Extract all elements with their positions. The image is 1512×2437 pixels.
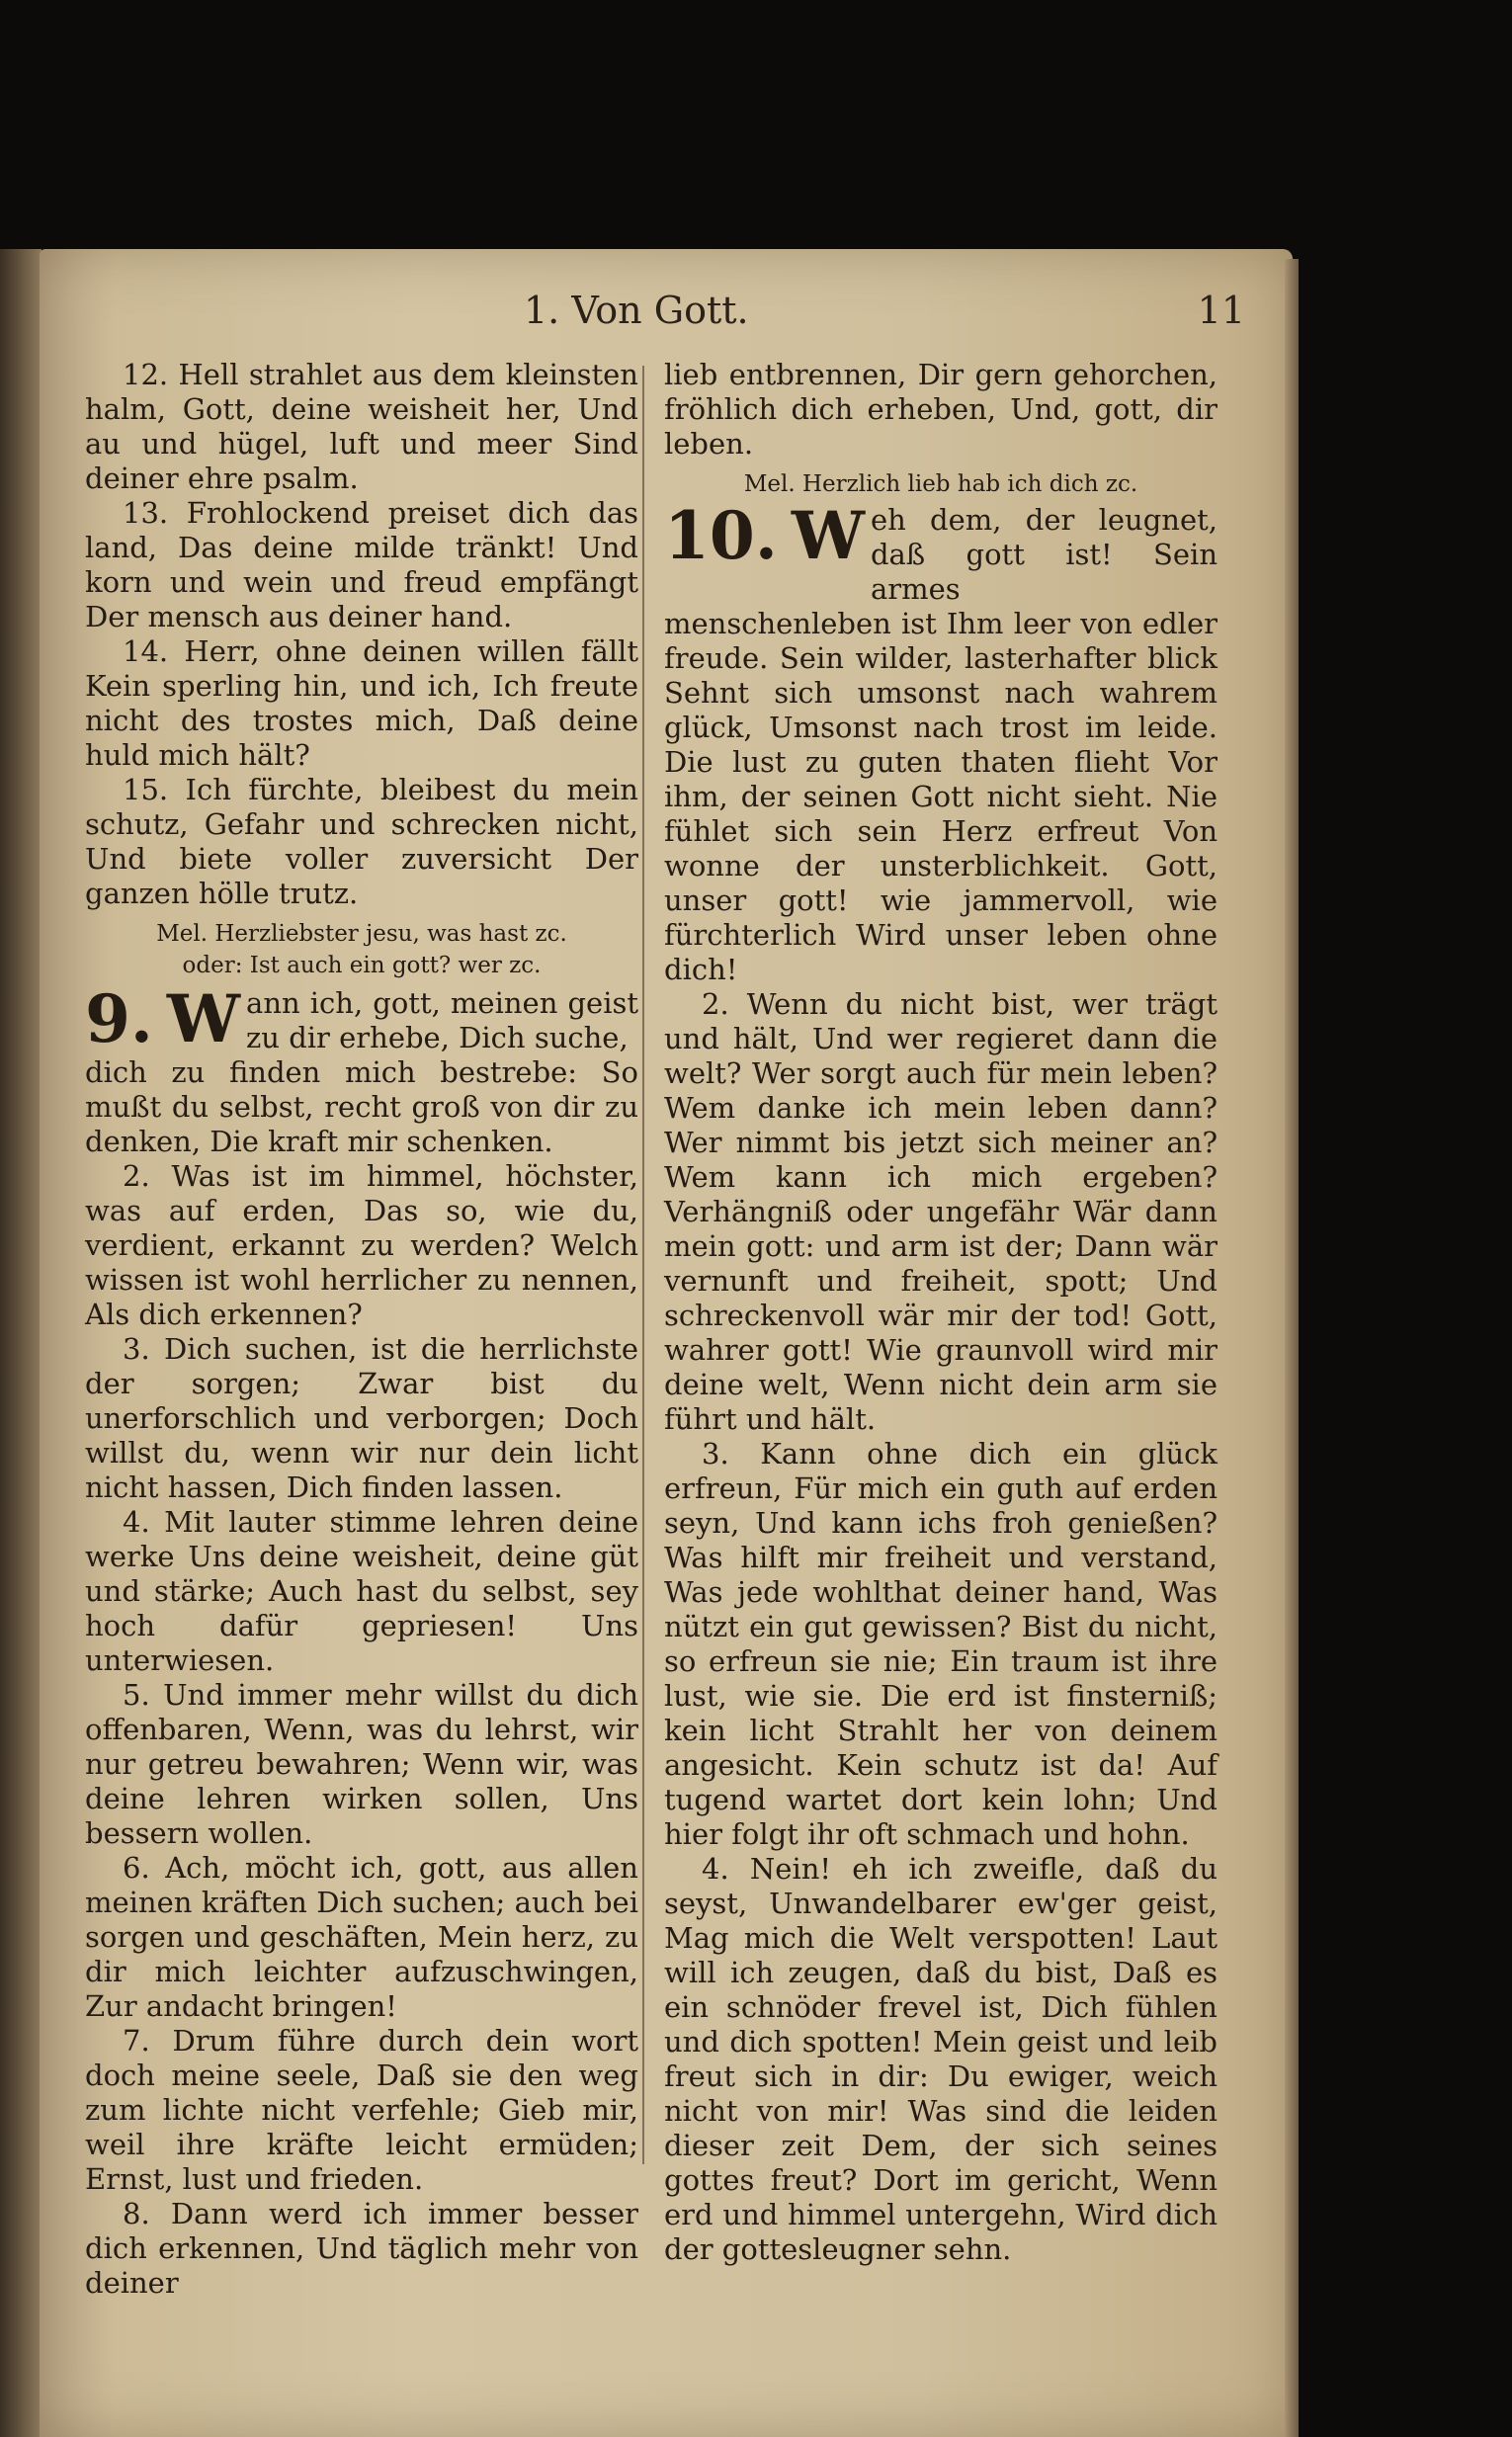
melody-note: Mel. Herzlich lieb hab ich dich zc. xyxy=(743,471,1138,497)
hymn-9-continuation: lieb entbrennen, Dir gern gehorchen, fröhlich dich erheben, Und, gott, dir leben. xyxy=(664,358,1218,461)
melody-note: Mel. Herzliebster jesu, was hast zc. xyxy=(156,921,567,947)
hymn-9-verse-3: 3. Dich suchen, ist die herrlichste der sorgen; Zwar bist du unerforschlich und verborgen; Doch willst du, wenn wir nur dein licht nicht hassen, Dich finden lassen. xyxy=(85,1332,638,1504)
page-title: 1. Von Gott. xyxy=(524,289,749,332)
drop-initial: W xyxy=(166,980,241,1057)
melody-alt-note: oder: Ist auch ein gott? wer zc. xyxy=(182,953,542,978)
hymn-9-verse-7: 7. Drum führe durch dein wort doch meine seele, Daß sie den weg zum lichte nicht verfehle; Gieb mir, weil ihre kräfte leicht ermüden; Ernst, lust und frieden. xyxy=(85,2024,638,2196)
hymn-9-verse-5: 5. Und immer mehr willst du dich offenbaren, Wenn, was du lehrst, wir nur getreu bewahren; Wenn wir, was deine lehren wirken sollen, Uns bessern wollen. xyxy=(85,1678,638,1850)
hymn-10-heading xyxy=(664,497,1218,607)
verse-12: 12. Hell strahlet aus dem kleinsten halm, Gott, deine weisheit her, Und au und hügel, luft und meer Sind deiner ehre psalm. xyxy=(85,358,638,495)
hymn-9-verse-4: 4. Mit lauter stimme lehren deine werke Uns deine weisheit, deine güt und stärke; Auch hast du selbst, sey hoch dafür gepriesen! Uns unterwiesen. xyxy=(85,1505,638,1677)
hymn-9-verse-1: dich zu finden mich bestrebe: So mußt du selbst, recht groß von dir zu denken, Die kraft mir schenken. xyxy=(85,1055,638,1158)
hymn-10-verse-3: 3. Kann ohne dich ein glück erfreun, Für mich ein guth auf erden seyn, Und kann ichs froh genießen? Was hilft mir freiheit und verstand, Was jede wohlthat deiner hand, Was nützt ein gut gewissen? Bist du nicht, so erfreun sie nie; Ein traum ist ihre lust, wie sie. Die erd ist finsterniß; kein licht Strahlt her von deinem angesicht. Kein schutz ist da! Auf tugend wartet dort kein lohn; Und hier folgt ihr oft schmach und hohn. xyxy=(664,1437,1218,1851)
hymn-9-verse-6: 6. Ach, möcht ich, gott, aus allen meinen kräften Dich suchen; auch bei sorgen und geschäften, Mein herz, zu dir mich leichter aufzuschwingen, Zur andacht bringen! xyxy=(85,1851,638,2023)
page-number: 11 xyxy=(1197,289,1245,332)
hymn-first-lines: eh dem, der leugnet, daß gott ist! Sein armes xyxy=(870,503,1218,606)
hymn-number: 9. xyxy=(85,980,153,1057)
hymn-first-lines: ann ich, gott, meinen geist zu dir erhebe, Dich suche, xyxy=(246,986,638,1054)
hymn-number: 10. xyxy=(664,497,778,574)
hymn-9-verse-8: 8. Dann werd ich immer besser dich erkennen, Und täglich mehr von deiner xyxy=(85,2197,638,2300)
hymn-9-heading xyxy=(85,980,638,1057)
verse-15: 15. Ich fürchte, bleibest du mein schutz, Gefahr und schrecken nicht, Und biete voller zuversicht Der ganzen hölle trutz. xyxy=(85,773,638,910)
drop-initial: W xyxy=(791,497,865,574)
hymn-10-verse-1: menschenleben ist Ihm leer von edler freude. Sein wilder, lasterhafter blick Sehnt sich umsonst nach wahrem glück, Umsonst nach trost im leide. Die lust zu guten thaten flieht Vor ihm, der seinen Gott nicht sieht. Nie fühlet sich sein Herz erfreut Von wonne der unsterblichkeit. Gott, unser gott! wie jammervoll, wie fürchterlich Wird unser leben ohne dich! xyxy=(664,607,1218,986)
right-column xyxy=(664,358,1218,2266)
left-column xyxy=(85,358,638,2300)
running-head xyxy=(99,289,1245,344)
hymn-10-verse-2: 2. Wenn du nicht bist, wer trägt und hält, Und wer regieret dann die welt? Wer sorgt auch für mein leben? Wem danke ich mein leben dann? Wer nimmt bis jetzt sich meiner an? Wem kann ich mich ergeben? Verhängniß oder ungefähr Wär dann mein gott: und arm ist der; Dann wär vernunft und freiheit, spott; Und schreckenvoll wär mir der tod! Gott, wahrer gott! Wie graunvoll wird mir deine welt, Wenn nicht dein arm sie führt und hält. xyxy=(664,987,1218,1436)
column-divider xyxy=(642,366,644,2164)
verse-13: 13. Frohlockend preiset dich das land, Das deine milde tränkt! Und korn und wein und freud empfängt Der mensch aus deiner hand. xyxy=(85,496,638,633)
hymn-10-verse-4: 4. Nein! eh ich zweifle, daß du seyst, Unwandelbarer ew'ger geist, Mag mich die Welt verspotten! Laut will ich zeugen, daß du bist, Daß es ein schnöder frevel ist, Dich fühlen und dich spotten! Mein geist und leib freut sich in dir: Du ewiger, weich nicht von mir! Was sind die leiden dieser zeit Dem, der sich seines gottes freut? Dort im gericht, Wenn erd und himmel untergehn, Wird dich der gottesleugner sehn. xyxy=(664,1852,1218,2266)
page-edge xyxy=(1285,259,1299,2437)
hymn-9-verse-2: 2. Was ist im himmel, höchster, was auf erden, Das so, wie du, verdient, erkannt zu werden? Welch wissen ist wohl herrlicher zu nennen, Als dich erkennen? xyxy=(85,1159,638,1331)
book-spine-shadow xyxy=(0,249,42,2437)
verse-14: 14. Herr, ohne deinen willen fällt Kein sperling hin, und ich, Ich freute nicht des trostes mich, Daß deine huld mich hält? xyxy=(85,634,638,772)
